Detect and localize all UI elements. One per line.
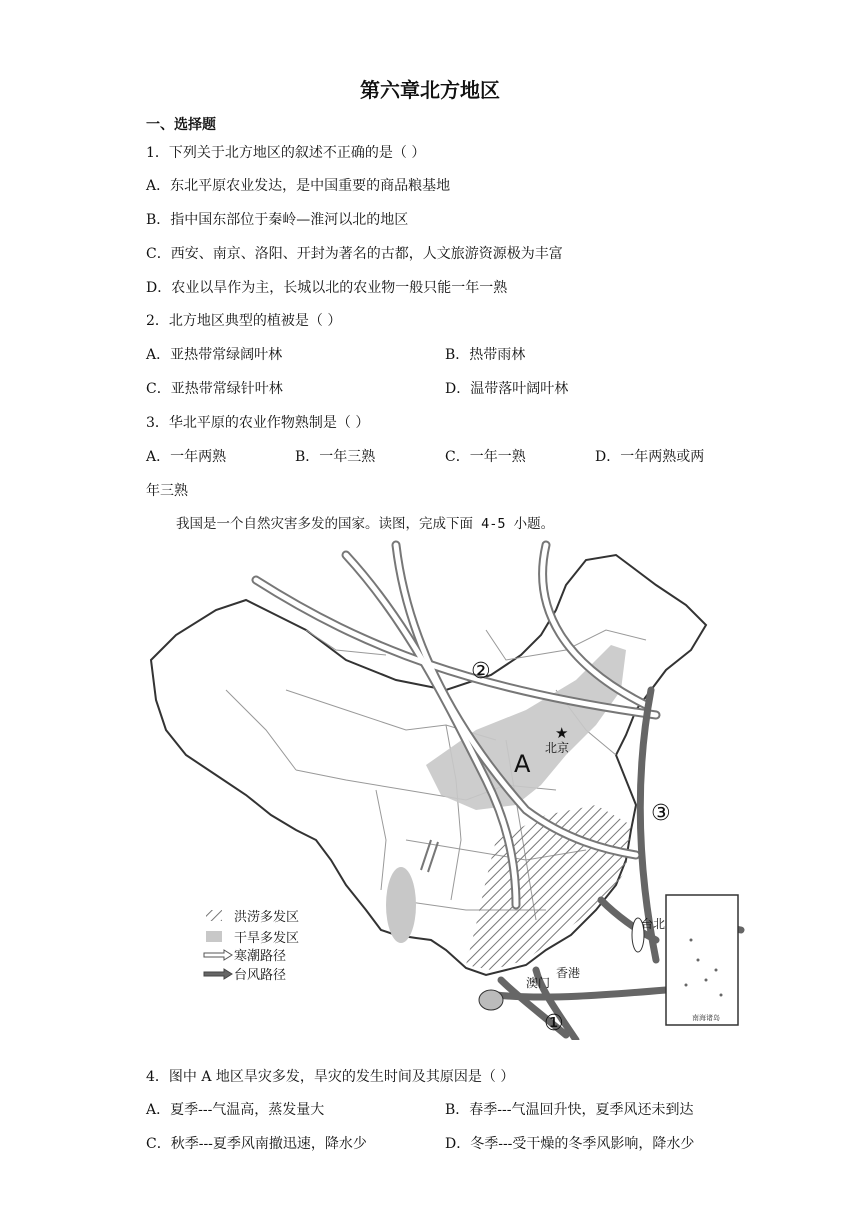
legend-drought-label: 干旱多发区: [234, 931, 300, 946]
hongkong-label: 香港: [556, 966, 581, 980]
taibei-label: 台北: [641, 917, 666, 931]
south-china-sea-inset: [666, 895, 738, 1025]
inset-label: 南海诸岛: [692, 1014, 720, 1022]
question-1-option-b: B．指中国东部位于秦岭—淮河以北的地区: [146, 212, 409, 228]
region-a-label: A: [514, 750, 531, 778]
question-2-option-b: B．热带雨林: [445, 347, 526, 363]
question-2-option-c: C．亚热带常绿针叶林: [146, 381, 283, 397]
map-legend: [204, 909, 299, 983]
question-2-stem: 2．北方地区典型的植被是（ ）: [146, 313, 342, 329]
question-1-option-c: C．西安、南京、洛阳、开封为著名的古都，人文旅游资源极为丰富: [146, 246, 563, 262]
beijing-star-icon: ★: [555, 724, 569, 742]
map-intro-text: 我国是一个自然灾害多发的国家。读图，完成下面 4-5 小题。: [176, 516, 555, 532]
beijing-label: 北京: [545, 741, 570, 755]
page-title: 第六章北方地区: [360, 78, 500, 102]
question-2-option-a: A．亚热带常绿阔叶林: [146, 347, 283, 363]
question-3-option-c: C．一年一熟: [445, 449, 526, 465]
question-3-option-d-continued: 年三熟: [146, 483, 188, 499]
question-4-stem: 4．图中 A 地区旱灾多发，旱灾的发生时间及其原因是（ ）: [146, 1069, 515, 1085]
question-3-stem: 3．华北平原的农业作物熟制是（ ）: [146, 415, 370, 431]
section-heading: 一、选择题: [146, 117, 216, 133]
typhoon-path-west: [496, 990, 666, 997]
question-1-option-a: A．东北平原农业发达，是中国重要的商品粮基地: [146, 178, 451, 194]
legend-cold-label: 寒潮路径: [234, 949, 287, 964]
hainan-island: [479, 990, 503, 1010]
legend-flood-label: 洪涝多发区: [234, 910, 300, 925]
macau-label: 澳门: [526, 976, 551, 990]
drought-zone-southwest: [386, 867, 416, 943]
legend-typhoon-label: 台风路径: [234, 968, 287, 983]
question-1-option-d: D．农业以旱作为主，长城以北的农业物一般只能一年一熟: [146, 280, 508, 296]
legend-typhoon-arrow-icon: [204, 969, 232, 979]
question-4-option-d: D．冬季---受干燥的冬季风影响，降水少: [445, 1136, 695, 1152]
question-3-option-b: B．一年三熟: [295, 449, 376, 465]
question-1-stem: 1．下列关于北方地区的叙述不正确的是（ ）: [146, 145, 426, 161]
legend-flood-swatch: [206, 910, 222, 921]
route-3-marker: ③: [651, 801, 671, 826]
question-4-option-c: C．秋季---夏季风南撤迅速，降水少: [146, 1136, 367, 1152]
question-3-option-a: A．一年两熟: [146, 449, 227, 465]
question-4-option-b: B．春季---气温回升快，夏季风还未到达: [445, 1102, 694, 1118]
question-4-option-a: A．夏季---气温高，蒸发量大: [146, 1102, 325, 1118]
route-2-marker: ②: [471, 659, 491, 684]
legend-drought-swatch: [206, 931, 222, 942]
legend-cold-arrow-icon: [204, 950, 232, 960]
question-2-option-d: D．温带落叶阔叶林: [445, 381, 569, 397]
question-3-option-d: D．一年两熟或两: [595, 449, 705, 465]
china-disaster-map: [146, 540, 746, 1040]
route-1-marker: ①: [544, 1011, 564, 1036]
